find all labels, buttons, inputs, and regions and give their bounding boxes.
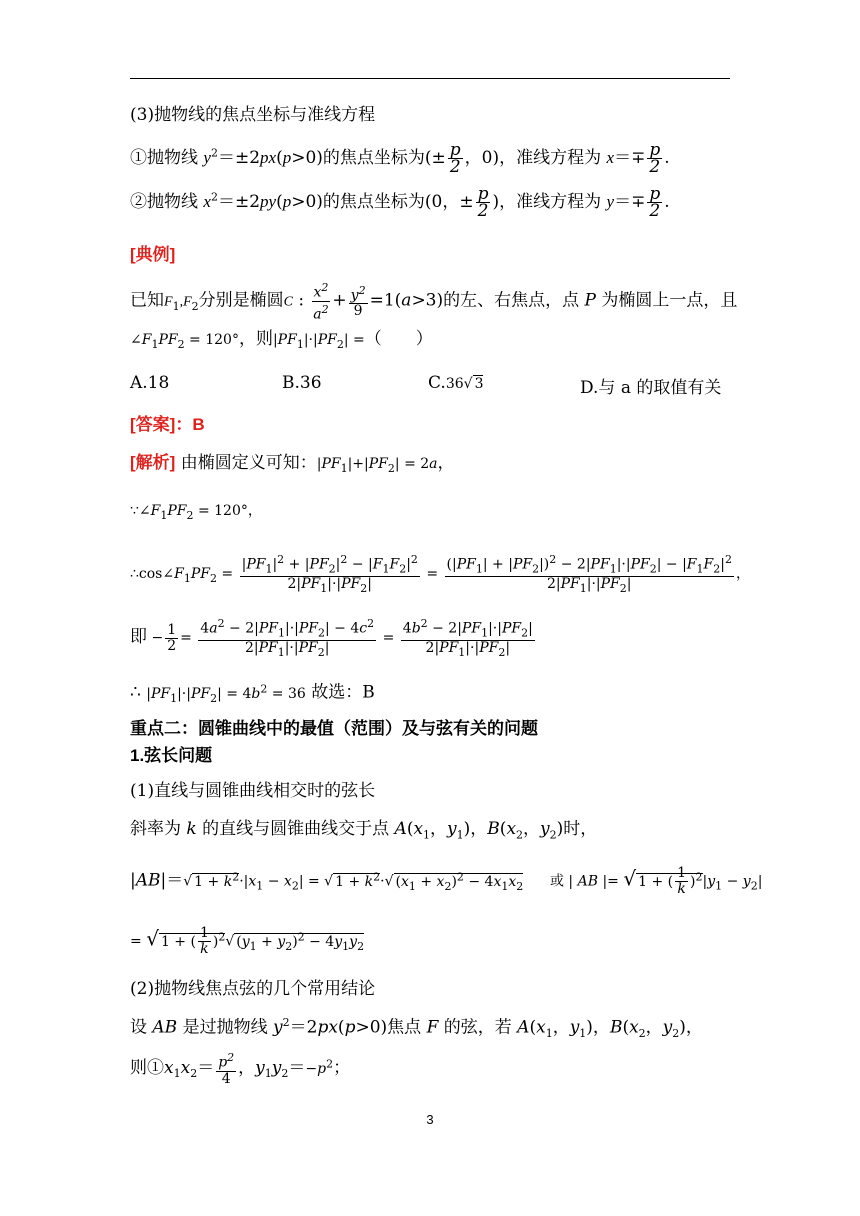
sub-1-title: 1.弦长问题 xyxy=(130,746,213,765)
step-3: 即 − $\frac{1}{2}$ = $\frac{4a^2 - 2|PF_1|\cdot|PF_2| - 4c^2}{2|PF_1|\cdot|PF_2|}$ = $\frac{4b^2 - 2|PF_1|\cdot|PF_2|}{2|PF_1|\cdot|PF_2|}$ xyxy=(130,617,533,660)
option-d: D.与 a 的取值有关 xyxy=(580,378,722,398)
option-a: A.18 xyxy=(130,373,170,393)
page-number: 3 xyxy=(426,1112,434,1127)
conclusion-1: 则$①x_1x_2=$ $\frac{p^2}{4}$ ，$y_1y_2=-p^2$； xyxy=(130,1051,351,1087)
formula-1: |AB|＝√ $1 + k^2\cdot|x_1 - x_2|$ = √ $1 + k^2\cdot√$ $(x_1 + x_2)^2 - 4x_1x_2$ 或 | AB |= √ 1 + ( $\frac{1}{k}$ )$^2|y_1 - y_2|$ xyxy=(130,865,763,898)
key-point-2-title: 重点二：圆锥曲线中的最值（范围）及与弦有关的问题 xyxy=(130,719,538,738)
item-1: ①抛物线 $y^2=\pm 2px(p>0)$的焦点坐标为(± $\frac{p}{2}$ ，0)，准线方程为 x＝∓ $\frac{p}{2}$ . xyxy=(130,140,670,177)
option-b: B.36 xyxy=(282,373,322,393)
problem-line-1: 已知$F_1,F_2$分别是椭圆C : $\frac{x^2}{a^2}$ + $\frac{y^2}{9}$ =1(a>3)的左、右焦点，点 P 为椭圆上一点，且 xyxy=(130,281,738,323)
analysis-label: [解析] xyxy=(130,453,176,472)
problem-line-2: $\angle F_1PF_2 = 120^\circ$，则$|PF_1|\cdot|PF_2|$ =（ ） xyxy=(130,329,433,351)
chord-1-text: 斜率为 k 的直线与圆锥曲线交于点 $A(x_1$，$y_1$)，$B(x_2$，$y_2$)时， xyxy=(130,819,598,842)
step-4: ∴ $|PF_1|\cdot|PF_2| = 4b^2 = 36$ 故选：B xyxy=(130,682,375,705)
item-2: ②抛物线 $x^2=\pm 2py(p>0)$的焦点坐标为(0，± $\frac{p}{2}$ )，准线方程为 y＝∓ $\frac{p}{2}$ . xyxy=(130,184,670,221)
example-label: [典例] xyxy=(130,245,176,264)
step-1: $\because\angle F_1PF_2 = 120^\circ$， xyxy=(130,503,262,522)
section-3-title: (3)抛物线的焦点坐标与准线方程 xyxy=(130,105,376,125)
chord-2-text: 设 AB 是过抛物线 $y^2=2px(p>0)$焦点 F 的弦，若 $A(x_1$，$y_1$)，$B(x_2$，$y_2$)， xyxy=(130,1016,703,1041)
chord-2-title: (2)抛物线焦点弦的几个常用结论 xyxy=(130,979,376,999)
step-2: $\therefore\cos\angle F_1PF_2$ = $\frac{|PF_1|^2 + |PF_2|^2 - |F_1F_2|^2}{2|PF_1|\cdot|PF_2|}$ = $\frac{(|PF_1| + |PF_2|)^2 - 2|PF_1|\cdot|PF_2| - |F_1F_2|^2}{2|PF_1|\cdot|PF_2|}$ ， xyxy=(130,553,750,596)
formula-2: = √ 1 + ( $\frac{1}{k}$ )$^2$√ $(y_1 + y_2)^2 - 4y_1y_2$ xyxy=(130,925,365,958)
chord-1-title: (1)直线与圆锥曲线相交时的弦长 xyxy=(130,781,376,801)
answer-label: [答案]：B xyxy=(130,415,205,434)
header-rule xyxy=(130,78,730,79)
analysis-line: [解析] 由椭圆定义可知：$|PF_1|+|PF_2| = 2a$， xyxy=(130,453,455,475)
option-c: C.36√ 3 xyxy=(428,373,484,393)
